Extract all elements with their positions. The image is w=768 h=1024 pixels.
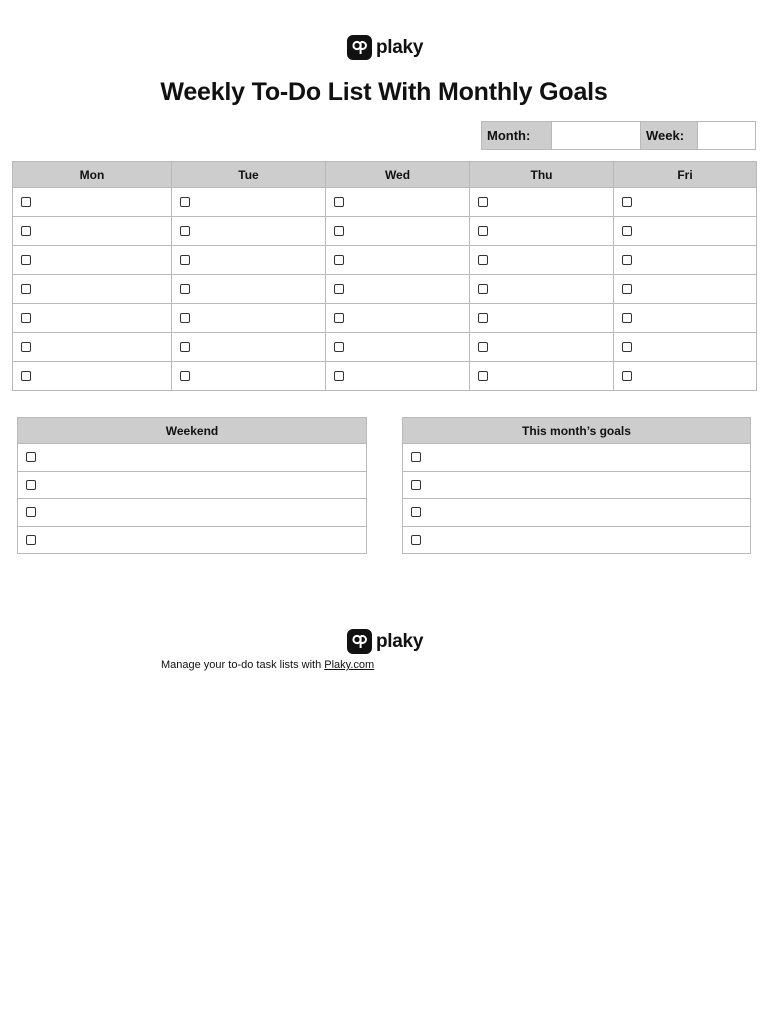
plaky-link[interactable]: Plaky.com <box>324 659 375 671</box>
checkbox-icon[interactable] <box>180 342 190 352</box>
table-row <box>13 275 757 304</box>
task-cell-wed[interactable] <box>326 362 470 391</box>
task-cell-mon[interactable] <box>13 275 172 304</box>
checkbox-icon[interactable] <box>21 255 31 265</box>
task-cell-thu[interactable] <box>470 333 614 362</box>
period-table <box>481 121 756 150</box>
task-cell-mon[interactable] <box>13 217 172 246</box>
weekend-task-cell[interactable] <box>18 499 367 527</box>
checkbox-icon[interactable] <box>334 313 344 323</box>
checkbox-icon[interactable] <box>334 226 344 236</box>
task-cell-fri[interactable] <box>614 333 757 362</box>
checkbox-icon[interactable] <box>26 452 36 462</box>
checkbox-icon[interactable] <box>180 255 190 265</box>
table-row <box>403 499 751 527</box>
weekly-table <box>12 161 757 391</box>
checkbox-icon[interactable] <box>622 197 632 207</box>
task-cell-wed[interactable] <box>326 246 470 275</box>
task-cell-thu[interactable] <box>470 217 614 246</box>
plaky-wordmark: plaky <box>376 37 424 58</box>
task-cell-mon[interactable] <box>13 333 172 362</box>
task-cell-fri[interactable] <box>614 275 757 304</box>
task-cell-mon[interactable] <box>13 304 172 333</box>
task-cell-tue[interactable] <box>172 246 326 275</box>
plaky-wordmark: plaky <box>376 631 424 652</box>
task-cell-wed[interactable] <box>326 188 470 217</box>
weekly-header-row <box>13 162 757 188</box>
checkbox-icon[interactable] <box>21 313 31 323</box>
table-row <box>18 499 367 527</box>
checkbox-icon[interactable] <box>180 226 190 236</box>
checkbox-icon[interactable] <box>26 480 36 490</box>
table-row <box>18 526 367 554</box>
day-header-fri: Fri <box>614 162 757 188</box>
task-cell-tue[interactable] <box>172 304 326 333</box>
table-row <box>13 246 757 275</box>
checkbox-icon[interactable] <box>21 197 31 207</box>
weekend-task-cell[interactable] <box>18 444 367 472</box>
task-cell-thu[interactable] <box>470 362 614 391</box>
checkbox-icon[interactable] <box>26 535 36 545</box>
goal-task-cell[interactable] <box>403 444 751 472</box>
checkbox-icon[interactable] <box>334 342 344 352</box>
day-header-mon: Mon <box>13 162 172 188</box>
weekend-task-cell[interactable] <box>18 471 367 499</box>
task-cell-thu[interactable] <box>470 304 614 333</box>
task-cell-fri[interactable] <box>614 188 757 217</box>
weekend-task-cell[interactable] <box>18 526 367 554</box>
checkbox-icon[interactable] <box>622 255 632 265</box>
task-cell-tue[interactable] <box>172 188 326 217</box>
table-row <box>13 217 757 246</box>
checkbox-icon[interactable] <box>622 284 632 294</box>
checkbox-icon[interactable] <box>478 197 488 207</box>
goal-task-cell[interactable] <box>403 471 751 499</box>
checkbox-icon[interactable] <box>21 226 31 236</box>
checkbox-icon[interactable] <box>478 284 488 294</box>
checkbox-icon[interactable] <box>334 255 344 265</box>
task-cell-fri[interactable] <box>614 217 757 246</box>
page-title: Weekly To-Do List With Monthly Goals <box>160 78 608 106</box>
checkbox-icon[interactable] <box>622 371 632 381</box>
month-label: Month: <box>482 122 552 150</box>
footer-plaky-logo <box>347 629 423 654</box>
task-cell-fri[interactable] <box>614 362 757 391</box>
plaky-logo-icon <box>347 35 372 60</box>
day-header-tue: Tue <box>172 162 326 188</box>
task-cell-thu[interactable] <box>470 275 614 304</box>
goal-task-cell[interactable] <box>403 499 751 527</box>
goals-header: This month’s goals <box>403 418 751 444</box>
table-row <box>13 333 757 362</box>
task-cell-mon[interactable] <box>13 246 172 275</box>
month-field[interactable] <box>552 122 641 150</box>
checkbox-icon[interactable] <box>26 507 36 517</box>
checkbox-icon[interactable] <box>334 371 344 381</box>
weekend-table <box>17 417 367 554</box>
table-row <box>403 444 751 472</box>
task-cell-mon[interactable] <box>13 188 172 217</box>
task-cell-fri[interactable] <box>614 246 757 275</box>
checkbox-icon[interactable] <box>180 197 190 207</box>
checkbox-icon[interactable] <box>411 507 421 517</box>
table-row <box>403 471 751 499</box>
task-cell-tue[interactable] <box>172 333 326 362</box>
checkbox-icon[interactable] <box>478 313 488 323</box>
task-cell-tue[interactable] <box>172 362 326 391</box>
checkbox-icon[interactable] <box>180 371 190 381</box>
plaky-logo <box>347 35 423 60</box>
task-cell-wed[interactable] <box>326 217 470 246</box>
checkbox-icon[interactable] <box>478 255 488 265</box>
checkbox-icon[interactable] <box>478 371 488 381</box>
table-row <box>13 304 757 333</box>
checkbox-icon[interactable] <box>411 535 421 545</box>
checkbox-icon[interactable] <box>21 371 31 381</box>
plaky-logo-icon <box>347 629 372 654</box>
checkbox-icon[interactable] <box>334 284 344 294</box>
checkbox-icon[interactable] <box>411 452 421 462</box>
day-header-thu: Thu <box>470 162 614 188</box>
table-row <box>18 471 367 499</box>
footer-caption: Manage your to-do task lists with <box>161 659 325 671</box>
checkbox-icon[interactable] <box>411 480 421 490</box>
task-cell-fri[interactable] <box>614 304 757 333</box>
goal-task-cell[interactable] <box>403 526 751 554</box>
table-row <box>13 188 757 217</box>
checkbox-icon[interactable] <box>334 197 344 207</box>
week-label: Week: <box>641 122 698 150</box>
checkbox-icon[interactable] <box>180 313 190 323</box>
week-field[interactable] <box>698 122 756 150</box>
checkbox-icon[interactable] <box>622 226 632 236</box>
table-row <box>18 444 367 472</box>
task-cell-wed[interactable] <box>326 333 470 362</box>
checkbox-icon[interactable] <box>478 342 488 352</box>
checkbox-icon[interactable] <box>180 284 190 294</box>
checkbox-icon[interactable] <box>21 284 31 294</box>
task-cell-thu[interactable] <box>470 188 614 217</box>
checkbox-icon[interactable] <box>622 342 632 352</box>
checkbox-icon[interactable] <box>622 313 632 323</box>
task-cell-thu[interactable] <box>470 246 614 275</box>
task-cell-mon[interactable] <box>13 362 172 391</box>
day-header-wed: Wed <box>326 162 470 188</box>
goals-table <box>402 417 751 554</box>
task-cell-wed[interactable] <box>326 304 470 333</box>
table-row <box>13 362 757 391</box>
task-cell-tue[interactable] <box>172 275 326 304</box>
weekend-header: Weekend <box>18 418 367 444</box>
checkbox-icon[interactable] <box>478 226 488 236</box>
footer-text <box>161 659 374 671</box>
table-row <box>403 526 751 554</box>
checkbox-icon[interactable] <box>21 342 31 352</box>
task-cell-tue[interactable] <box>172 217 326 246</box>
task-cell-wed[interactable] <box>326 275 470 304</box>
